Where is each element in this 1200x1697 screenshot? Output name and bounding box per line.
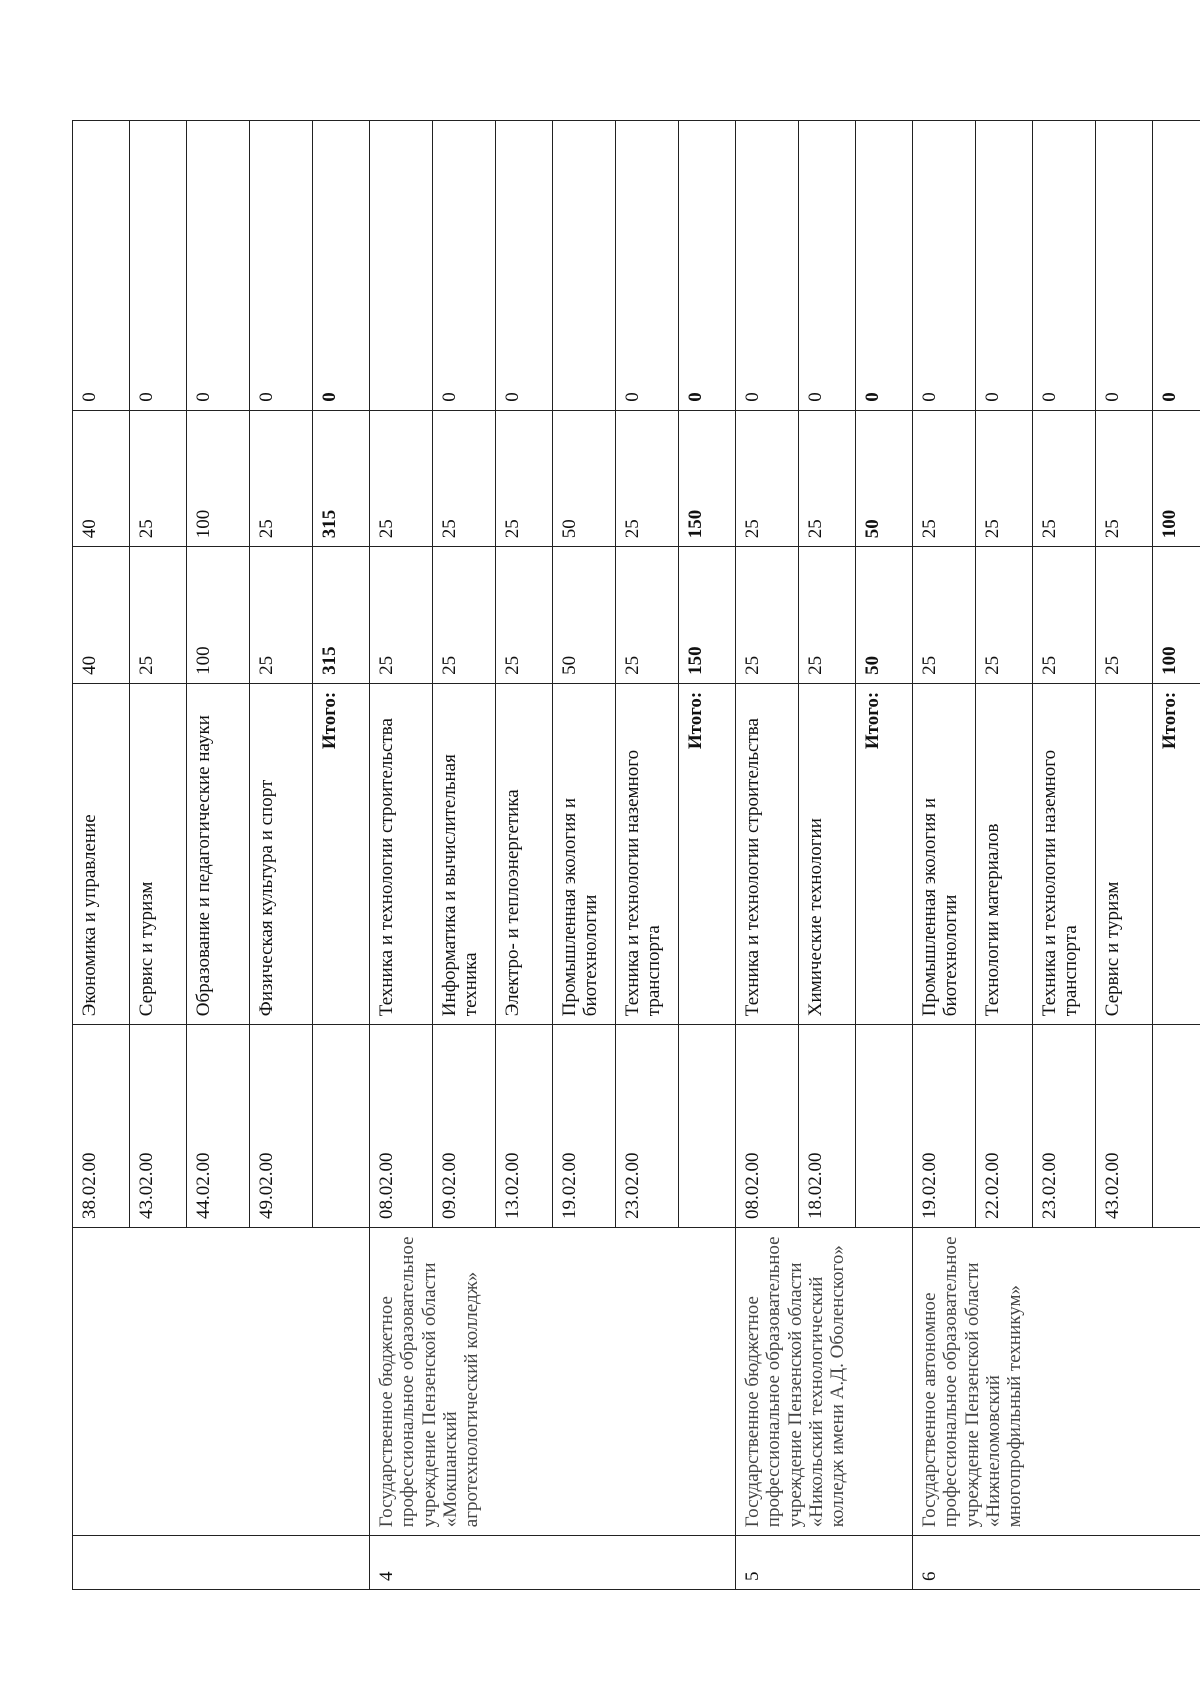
total-label-cell: Итого: (1153, 683, 1200, 1024)
admission-plan-table (72, 120, 1200, 1590)
specialty-code-cell (1153, 1025, 1200, 1228)
specialty-code-cell (856, 1025, 913, 1228)
value-a-cell: 25 (496, 547, 553, 684)
value-b-cell: 25 (976, 410, 1033, 547)
value-b-cell: 150 (679, 410, 736, 547)
value-b-cell: 50 (856, 410, 913, 547)
value-a-cell: 25 (433, 547, 496, 684)
value-a-cell: 25 (616, 547, 679, 684)
value-b-cell: 315 (313, 410, 370, 547)
specialty-code-cell: 09.02.00 (433, 1025, 496, 1228)
value-b-cell: 25 (736, 410, 799, 547)
specialty-name-cell: Техника и технологии наземного транспорта (616, 683, 679, 1024)
value-c-cell: 0 (856, 121, 913, 411)
value-c-cell: 0 (1096, 121, 1153, 411)
value-c-cell: 0 (130, 121, 187, 411)
specialty-code-cell: 08.02.00 (370, 1025, 433, 1228)
specialty-code-cell: 43.02.00 (1096, 1025, 1153, 1228)
value-c-cell (370, 121, 433, 411)
value-a-cell: 25 (1033, 547, 1096, 684)
value-b-cell: 25 (1096, 410, 1153, 547)
value-a-cell: 150 (679, 547, 736, 684)
organization-cell: Государственное бюджетное профессиональное образовательное учреждение Пензенской области «Никольский технологический колледж имени А.Д. Оболенского» (736, 1227, 913, 1535)
value-b-cell: 25 (370, 410, 433, 547)
value-a-cell: 25 (1096, 547, 1153, 684)
value-a-cell: 25 (736, 547, 799, 684)
value-b-cell: 25 (799, 410, 856, 547)
specialty-code-cell: 49.02.00 (250, 1025, 313, 1228)
specialty-code-cell: 18.02.00 (799, 1025, 856, 1228)
specialty-code-cell: 23.02.00 (1033, 1025, 1096, 1228)
value-b-cell: 25 (496, 410, 553, 547)
value-c-cell: 0 (433, 121, 496, 411)
specialty-name-cell: Промышленная экология и биотехнологии (553, 683, 616, 1024)
value-c-cell: 0 (313, 121, 370, 411)
specialty-code-cell: 38.02.00 (73, 1025, 130, 1228)
value-b-cell: 100 (1153, 410, 1200, 547)
organization-cell: Государственное бюджетное профессиональное образовательное учреждение Пензенской области «Мокшанский агротехнологический колледж» (370, 1227, 736, 1535)
value-c-cell: 0 (1153, 121, 1200, 411)
value-b-cell: 25 (250, 410, 313, 547)
table-row (370, 121, 433, 1590)
row-number-cell (73, 1536, 370, 1590)
value-b-cell: 100 (187, 410, 250, 547)
value-b-cell: 25 (616, 410, 679, 547)
specialty-code-cell: 22.02.00 (976, 1025, 1033, 1228)
value-a-cell: 50 (856, 547, 913, 684)
specialty-code-cell: 23.02.00 (616, 1025, 679, 1228)
table-row (913, 121, 976, 1590)
table-row (736, 121, 799, 1590)
value-b-cell: 25 (913, 410, 976, 547)
table-body (73, 121, 1200, 1590)
specialty-name-cell: Экономика и управление (73, 683, 130, 1024)
specialty-name-cell: Информатика и вычислительная техника (433, 683, 496, 1024)
specialty-name-cell: Технологии материалов (976, 683, 1033, 1024)
value-c-cell: 0 (913, 121, 976, 411)
specialty-code-cell: 43.02.00 (130, 1025, 187, 1228)
value-c-cell: 0 (250, 121, 313, 411)
table-row (73, 121, 130, 1590)
specialty-code-cell (313, 1025, 370, 1228)
specialty-name-cell: Образование и педагогические науки (187, 683, 250, 1024)
value-b-cell: 50 (553, 410, 616, 547)
value-c-cell: 0 (976, 121, 1033, 411)
value-b-cell: 25 (130, 410, 187, 547)
row-number-cell: 6 (913, 1536, 1200, 1590)
specialty-name-cell: Сервис и туризм (130, 683, 187, 1024)
row-number-cell: 5 (736, 1536, 913, 1590)
value-a-cell: 25 (799, 547, 856, 684)
specialty-name-cell: Химические технологии (799, 683, 856, 1024)
specialty-code-cell: 19.02.00 (913, 1025, 976, 1228)
organization-cell (73, 1227, 370, 1535)
value-a-cell: 25 (370, 547, 433, 684)
specialty-code-cell: 08.02.00 (736, 1025, 799, 1228)
specialty-name-cell: Сервис и туризм (1096, 683, 1153, 1024)
rotated-table-area (72, 120, 1180, 1590)
value-c-cell: 0 (679, 121, 736, 411)
value-c-cell: 0 (496, 121, 553, 411)
value-a-cell: 40 (73, 547, 130, 684)
value-b-cell: 25 (433, 410, 496, 547)
value-a-cell: 100 (1153, 547, 1200, 684)
value-c-cell: 0 (736, 121, 799, 411)
specialty-name-cell: Промышленная экология и биотехнологии (913, 683, 976, 1024)
value-c-cell: 0 (73, 121, 130, 411)
total-label-cell: Итого: (679, 683, 736, 1024)
value-a-cell: 25 (976, 547, 1033, 684)
value-c-cell: 0 (187, 121, 250, 411)
value-c-cell: 0 (799, 121, 856, 411)
specialty-name-cell: Техника и технологии наземного транспорта (1033, 683, 1096, 1024)
specialty-name-cell: Физическая культура и спорт (250, 683, 313, 1024)
value-c-cell: 0 (1033, 121, 1096, 411)
value-b-cell: 25 (1033, 410, 1096, 547)
value-a-cell: 100 (187, 547, 250, 684)
row-number-cell: 4 (370, 1536, 736, 1590)
total-label-cell: Итого: (856, 683, 913, 1024)
specialty-name-cell: Техника и технологии строительства (736, 683, 799, 1024)
specialty-name-cell: Электро- и теплоэнергетика (496, 683, 553, 1024)
specialty-code-cell (679, 1025, 736, 1228)
organization-cell: Государственное автономное профессиональное образовательное учреждение Пензенской области «Нижнеломовский многопрофильный техникум» (913, 1227, 1200, 1535)
specialty-code-cell: 19.02.00 (553, 1025, 616, 1228)
value-c-cell: 0 (616, 121, 679, 411)
value-a-cell: 50 (553, 547, 616, 684)
value-b-cell: 40 (73, 410, 130, 547)
total-label-cell: Итого: (313, 683, 370, 1024)
value-a-cell: 25 (130, 547, 187, 684)
specialty-name-cell: Техника и технологии строительства (370, 683, 433, 1024)
value-a-cell: 25 (250, 547, 313, 684)
value-a-cell: 315 (313, 547, 370, 684)
specialty-code-cell: 13.02.00 (496, 1025, 553, 1228)
specialty-code-cell: 44.02.00 (187, 1025, 250, 1228)
value-c-cell (553, 121, 616, 411)
value-a-cell: 25 (913, 547, 976, 684)
